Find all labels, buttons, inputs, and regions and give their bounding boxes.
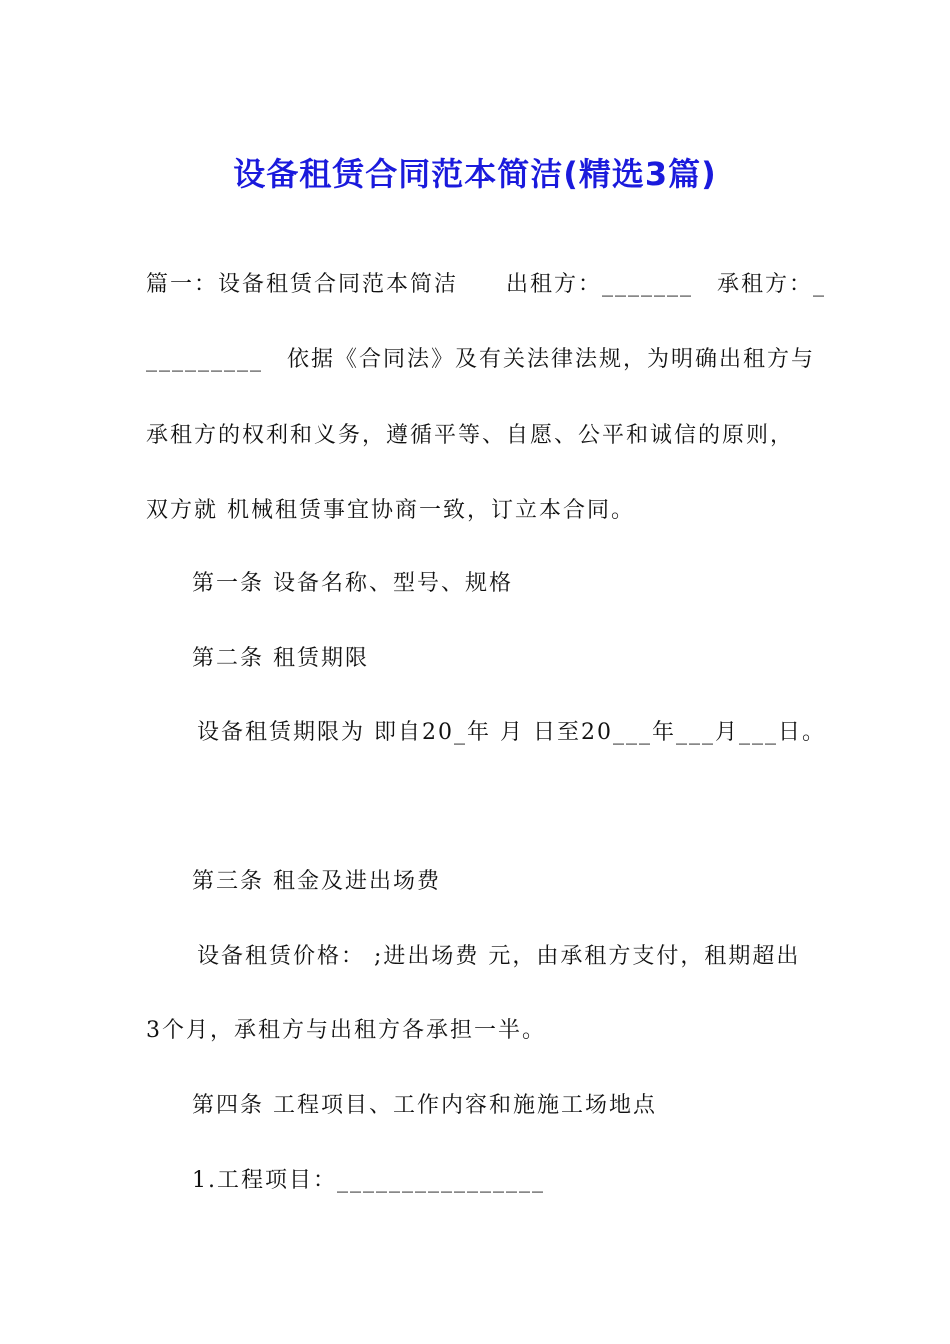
clause-heading: 第二条 租赁期限: [192, 646, 369, 671]
clause-heading: 第一条 设备名称、型号、规格: [192, 571, 513, 596]
paragraph-line: _________ 依据《合同法》及有关法律法规，为明确出租方与: [146, 347, 816, 372]
paragraph-line: 3个月，承租方与出租方各承担一半。: [146, 1018, 546, 1043]
paragraph-line: 设备租赁期限为 即自20_年 月 日至20___年___月___日。: [197, 720, 826, 745]
clause-heading: 第三条 租金及进出场费: [192, 869, 441, 894]
paragraph-line: 1.工程项目：________________: [192, 1168, 545, 1193]
document-title: 设备租赁合同范本简洁(精选3篇): [233, 155, 717, 194]
paragraph-line: 篇一：设备租赁合同范本简洁 出租方：_______ 承租方：_: [146, 272, 827, 297]
paragraph-line: 设备租赁价格： ;进出场费 元，由承租方支付，租期超出: [197, 944, 801, 969]
paragraph-line: 双方就 机械租赁事宜协商一致，订立本合同。: [146, 498, 635, 523]
clause-heading: 第四条 工程项目、工作内容和施施工场地点: [192, 1093, 657, 1118]
paragraph-line: 承租方的权利和义务，遵循平等、自愿、公平和诚信的原则，: [146, 423, 795, 448]
